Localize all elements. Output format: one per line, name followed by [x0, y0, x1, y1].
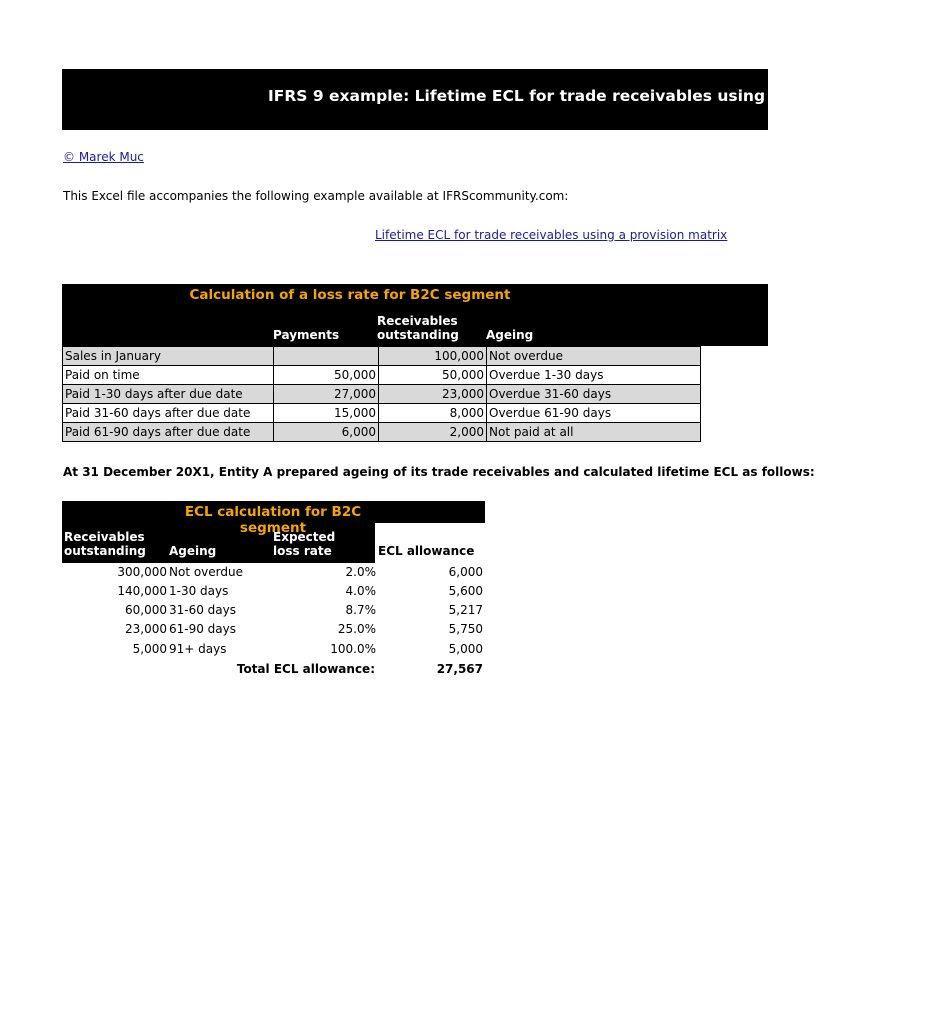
total-ecl-value[interactable]: 27,567 [436, 662, 483, 676]
ageing-cell[interactable]: 91+ days [169, 642, 227, 656]
ecl-cell[interactable]: 6,000 [448, 565, 483, 579]
receivables-cell[interactable]: 50,000 [379, 366, 487, 385]
ecl-cell[interactable]: 5,600 [448, 584, 483, 598]
page-title: IFRS 9 example: Lifetime ECL for trade receivables using a provision matrix [268, 87, 930, 105]
ageing-cell[interactable]: 1-30 days [169, 584, 229, 598]
title-banner [62, 69, 930, 130]
ecl-cell[interactable]: 5,217 [448, 603, 483, 617]
ecl-table-title: ECL calculation for B2C segment [184, 504, 362, 536]
col-header-receivables-line2: outstanding [64, 544, 146, 558]
col-header-loss-rate-line2: loss rate [273, 544, 332, 558]
statement-text: At 31 December 20X1, Entity A prepared ageing of its trade receivables and calculated lifetime ECL as follows: [63, 465, 815, 479]
row-label[interactable]: Sales in January [63, 347, 274, 366]
ageing-cell[interactable]: Overdue 1-30 days [487, 366, 701, 385]
loss-rate-cell[interactable]: 4.0% [345, 584, 376, 598]
col-header-payments: Payments [273, 328, 340, 342]
col-header-receivables-line1: Receivables [64, 530, 145, 544]
ageing-cell[interactable]: 31-60 days [169, 603, 237, 617]
loss-rate-cell[interactable]: 100.0% [330, 642, 376, 656]
table-row [63, 366, 701, 385]
ageing-cell[interactable]: Overdue 61-90 days [487, 404, 701, 423]
loss-rate-cell[interactable]: 8.7% [345, 603, 376, 617]
col-header-ecl: ECL allowance [378, 544, 475, 558]
intro-text: This Excel file accompanies the following example available at IFRScommunity.com: [63, 189, 569, 203]
table-row [62, 620, 485, 639]
row-label[interactable]: Paid 31-60 days after due date [63, 404, 274, 423]
payments-cell[interactable]: 6,000 [274, 423, 379, 442]
total-ecl-label: Total ECL allowance: [236, 662, 375, 676]
payments-cell[interactable] [274, 347, 379, 366]
col-header-receivables [64, 530, 146, 558]
loss-rate-table-title: Calculation of a loss rate for B2C segment [189, 287, 511, 303]
payments-cell[interactable]: 15,000 [274, 404, 379, 423]
loss-rate-cell[interactable]: 25.0% [337, 622, 376, 636]
ageing-cell[interactable]: Overdue 31-60 days [487, 385, 701, 404]
receivables-cell[interactable]: 8,000 [379, 404, 487, 423]
receivables-cell[interactable]: 100,000 [379, 347, 487, 366]
receivables-cell[interactable]: 23,000 [379, 385, 487, 404]
example-link[interactable]: Lifetime ECL for trade receivables using a provision matrix [375, 228, 728, 242]
table-row [62, 563, 485, 582]
loss-rate-cell[interactable]: 2.0% [345, 565, 376, 579]
payments-cell[interactable]: 27,000 [274, 385, 379, 404]
ageing-cell[interactable]: Not overdue [169, 565, 243, 579]
receivables-cell[interactable]: 300,000 [117, 565, 167, 579]
table-row [63, 385, 701, 404]
table-row [62, 582, 485, 601]
receivables-cell[interactable]: 5,000 [132, 642, 167, 656]
col-header-receivables [377, 314, 459, 342]
col-header-ageing: Ageing [486, 328, 534, 342]
row-label[interactable]: Paid 61-90 days after due date [63, 423, 274, 442]
table-row [63, 423, 701, 442]
table-row [62, 601, 485, 620]
col-header-loss-rate-line1: Expected [273, 530, 336, 544]
receivables-cell[interactable]: 140,000 [117, 584, 167, 598]
author-link[interactable]: © Marek Muc [63, 150, 144, 164]
col-header-loss-rate [273, 530, 335, 558]
row-label[interactable]: Paid 1-30 days after due date [63, 385, 274, 404]
receivables-cell[interactable]: 2,000 [379, 423, 487, 442]
table-row [62, 640, 485, 659]
receivables-cell[interactable]: 60,000 [125, 603, 167, 617]
col-header-ageing: Ageing [169, 544, 217, 558]
col-header-receivables-line2: outstanding [377, 328, 459, 342]
ageing-cell[interactable]: Not paid at all [487, 423, 701, 442]
col-header-receivables-line1: Receivables [377, 314, 458, 328]
ageing-cell[interactable]: Not overdue [487, 347, 701, 366]
ecl-cell[interactable]: 5,000 [448, 642, 483, 656]
receivables-cell[interactable]: 23,000 [125, 622, 167, 636]
row-label[interactable]: Paid on time [63, 366, 274, 385]
table-row [63, 347, 701, 366]
loss-rate-table [62, 346, 701, 442]
ecl-cell[interactable]: 5,750 [448, 622, 483, 636]
ageing-cell[interactable]: 61-90 days [169, 622, 237, 636]
table-row [63, 404, 701, 423]
payments-cell[interactable]: 50,000 [274, 366, 379, 385]
